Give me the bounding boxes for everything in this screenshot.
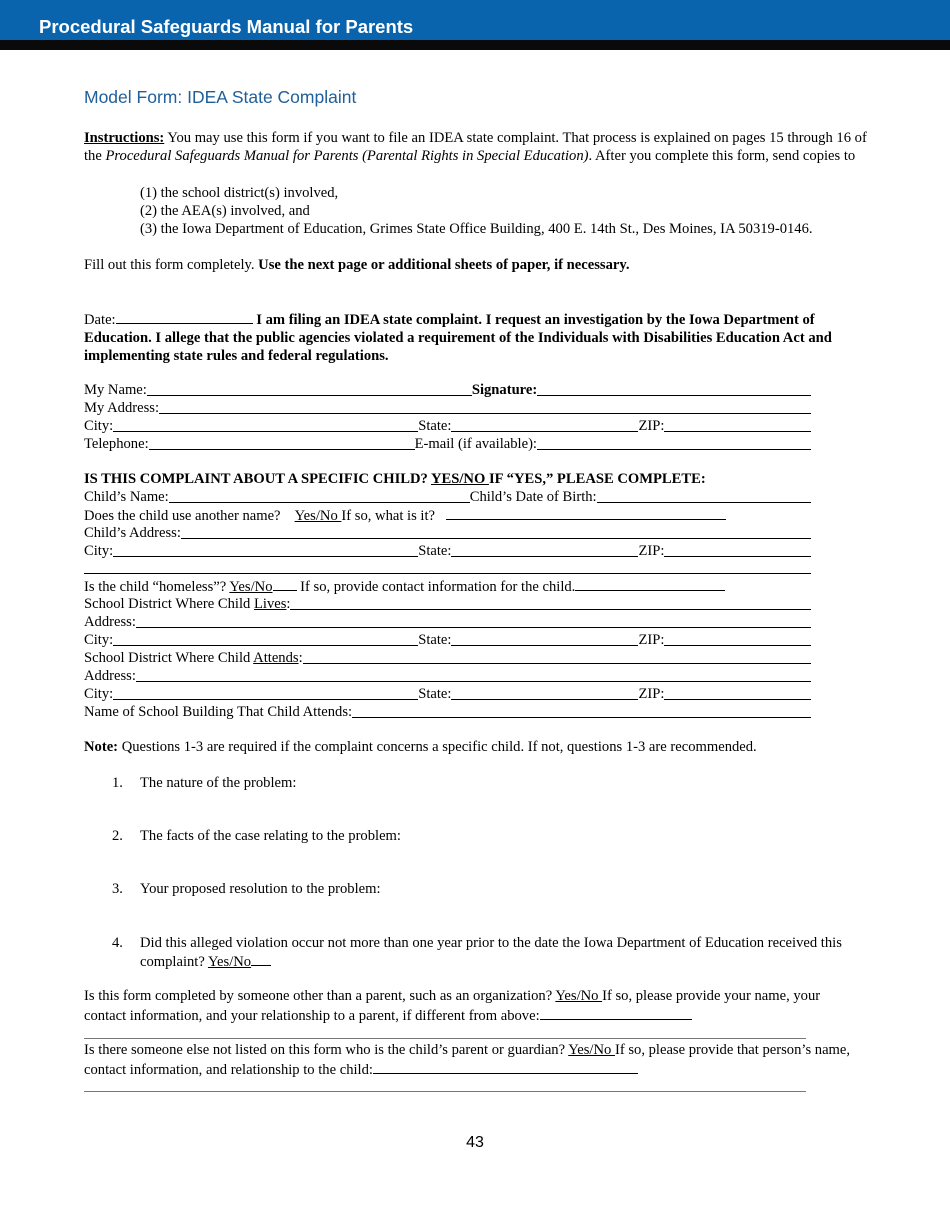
fill-note [84, 256, 630, 274]
other-person-yes-no[interactable]: Yes/No [555, 988, 603, 1004]
child-question-b: IF “YES,” PLEASE COMPLETE: [488, 471, 706, 487]
instructions-paragraph [84, 130, 874, 166]
sd-attends-row [84, 649, 811, 667]
city-label: City: [84, 418, 114, 434]
other-person-field[interactable] [540, 1006, 692, 1020]
instructions-text-1: You may use this form if you want to file an IDEA state complaint. That process is explained on pages 15 through 16 of the [84, 130, 867, 164]
building-label: Name of School Building That Child Attends: [84, 704, 353, 720]
sd-lives-row [84, 595, 811, 613]
homeless-contact-field[interactable] [575, 577, 725, 591]
city-field[interactable] [113, 418, 418, 432]
sd-attends-zip-label: ZIP: [638, 686, 665, 702]
my-name-field[interactable] [147, 382, 472, 396]
guardian-text-a: Is there someone else not listed on this form who is the child’s parent or guardian? [84, 1042, 569, 1058]
signature-field[interactable] [537, 382, 811, 396]
sd-lives-city-field[interactable] [113, 632, 418, 646]
child-city-row [84, 542, 811, 560]
guardian-text-b: If so, please provide that person’s name, contact information, and relationship to the child: [84, 1042, 851, 1078]
my-address-label: My Address: [84, 400, 159, 416]
building-field[interactable] [352, 704, 811, 718]
note-text: Questions 1-3 are required if the complaint concerns a specific child. If not, questions 1-3 are recommended. [118, 739, 757, 755]
question-1-text: The nature of the problem: [140, 775, 297, 791]
child-question [84, 470, 706, 488]
sd-attends-state-label: State: [418, 686, 452, 702]
another-name-row [84, 506, 726, 525]
question-2-text: The facts of the case relating to the problem: [140, 828, 401, 844]
child-zip-label: ZIP: [638, 543, 665, 559]
child-address-row [84, 524, 811, 542]
telephone-row [84, 435, 811, 453]
my-name-row [84, 381, 811, 399]
zip-field[interactable] [664, 418, 811, 432]
question-3-text: Your proposed resolution to the problem: [140, 881, 381, 897]
guardian-yes-no[interactable]: Yes/No [568, 1042, 615, 1058]
child-address-label: Child’s Address: [84, 525, 181, 541]
statement-text: I am filing an IDEA state complaint. I request an investigation by the Iowa Department of Education. I allege that the public agencies violated a requirement of the Individuals with Disabilities Education Act and implementing state rules and federal regulations. [84, 312, 832, 364]
child-name-label: Child’s Name: [84, 489, 169, 505]
manual-title: Procedural Safeguards Manual for Parents (Parental Rights in Special Education) [105, 147, 589, 164]
question-4-number: 4. [112, 935, 123, 951]
sd-lives-label: School District Where Child Lives: [84, 596, 291, 612]
child-name-field[interactable] [169, 489, 470, 503]
date-field[interactable] [116, 310, 253, 324]
sd-attends-field[interactable] [303, 650, 811, 664]
another-name-field[interactable] [446, 506, 726, 520]
child-city-field[interactable] [113, 543, 418, 557]
child-yes-no[interactable]: YES/NO [430, 471, 489, 487]
header-banner [0, 0, 950, 40]
telephone-label: Telephone: [84, 436, 149, 452]
other-person-paragraph [84, 988, 864, 1026]
sd-attends-state-field[interactable] [451, 686, 638, 700]
fill-note-bold: Use the next page or additional sheets of paper, if necessary. [258, 257, 630, 273]
question-3-number: 3. [112, 881, 123, 897]
other-person-text-a: Is this form completed by someone other than a parent, such as an organization? [84, 988, 556, 1004]
copy-item-3: (3) the Iowa Department of Education, Grimes State Office Building, 400 E. 14th St., Des Moines, IA 50319-0146. [140, 221, 813, 237]
form-title: Model Form: IDEA State Complaint [84, 87, 357, 107]
question-4-yes-no[interactable]: Yes/No [207, 954, 252, 970]
zip-label: ZIP: [638, 418, 665, 434]
guardian-line[interactable] [84, 1091, 806, 1092]
sd-lives-state-field[interactable] [451, 632, 638, 646]
my-address-row [84, 399, 811, 417]
my-city-row [84, 417, 811, 435]
question-4-blank[interactable] [251, 952, 271, 966]
child-address-field[interactable] [181, 525, 811, 539]
guardian-field[interactable] [373, 1060, 638, 1074]
homeless-contact-text: If so, provide contact information for the child. [300, 579, 576, 595]
sd-lives-address-label: Address: [84, 614, 136, 630]
question-4-text [140, 934, 870, 971]
question-4-body: Did this alleged violation occur not more than one year prior to the date the Iowa Department of Education received this complaint? [140, 935, 842, 970]
sd-lives-city-row [84, 631, 811, 649]
homeless-row [84, 577, 725, 596]
sd-lives-zip-label: ZIP: [638, 632, 665, 648]
copy-item-2: (2) the AEA(s) involved, and [140, 203, 310, 219]
child-zip-field[interactable] [664, 543, 811, 557]
sd-attends-city-row [84, 685, 811, 703]
question-1-number: 1. [112, 775, 123, 791]
header-title: Procedural Safeguards Manual for Parents [39, 16, 414, 37]
sd-attends-address-field[interactable] [136, 668, 811, 682]
state-field[interactable] [451, 418, 638, 432]
sd-attends-city-field[interactable] [113, 686, 418, 700]
homeless-blank[interactable] [273, 577, 297, 591]
homeless-question: Is the child “homeless”? [84, 579, 230, 595]
sd-attends-address-row [84, 667, 811, 685]
homeless-yes-no[interactable]: Yes/No [229, 579, 273, 595]
sd-lives-city-label: City: [84, 632, 114, 648]
child-state-field[interactable] [451, 543, 638, 557]
sd-lives-field[interactable] [290, 596, 811, 610]
child-dob-label: Child’s Date of Birth: [469, 489, 597, 505]
child-city-label: City: [84, 543, 114, 559]
copy-item-1: (1) the school district(s) involved, [140, 185, 339, 201]
sd-lives-zip-field[interactable] [664, 632, 811, 646]
another-name-yes-no[interactable]: Yes/No [294, 508, 342, 524]
another-name-question: Does the child use another name? [84, 508, 281, 524]
page-number: 43 [466, 1134, 484, 1151]
child-question-a: IS THIS COMPLAINT ABOUT A SPECIFIC CHILD? [84, 471, 431, 487]
sd-lives-state-label: State: [418, 632, 452, 648]
other-person-text-b: If so, please provide your name, your contact information, and your relationship to a parent, if different from above: [84, 988, 821, 1024]
state-label: State: [418, 418, 452, 434]
instructions-label: Instructions: [84, 130, 165, 146]
building-row [84, 703, 811, 721]
fill-note-plain: Fill out this form completely. [84, 257, 259, 273]
email-label: E-mail (if available): [414, 436, 537, 452]
header-divider [0, 40, 950, 50]
other-person-line[interactable] [84, 1038, 806, 1039]
blank-line[interactable] [84, 573, 811, 574]
my-name-label: My Name: [84, 382, 147, 398]
complaint-statement [84, 310, 859, 365]
email-field[interactable] [537, 436, 811, 450]
my-address-field[interactable] [159, 400, 811, 414]
note [84, 738, 757, 756]
date-label: Date: [84, 312, 116, 328]
instructions-text-2: . After you complete this form, send copies to [588, 147, 856, 164]
sd-attends-label: School District Where Child Attends: [84, 650, 303, 666]
child-state-label: State: [418, 543, 452, 559]
sd-attends-zip-field[interactable] [664, 686, 811, 700]
question-2-number: 2. [112, 828, 123, 844]
child-dob-field[interactable] [597, 489, 811, 503]
sd-lives-address-row [84, 613, 811, 631]
child-name-row [84, 488, 811, 506]
note-label: Note: [84, 739, 119, 755]
signature-label: Signature: [471, 382, 538, 398]
sd-attends-address-label: Address: [84, 668, 136, 684]
telephone-field[interactable] [149, 436, 415, 450]
sd-lives-address-field[interactable] [136, 614, 811, 628]
sd-attends-city-label: City: [84, 686, 114, 702]
guardian-paragraph [84, 1042, 874, 1080]
another-name-what: If so, what is it? [341, 508, 436, 524]
